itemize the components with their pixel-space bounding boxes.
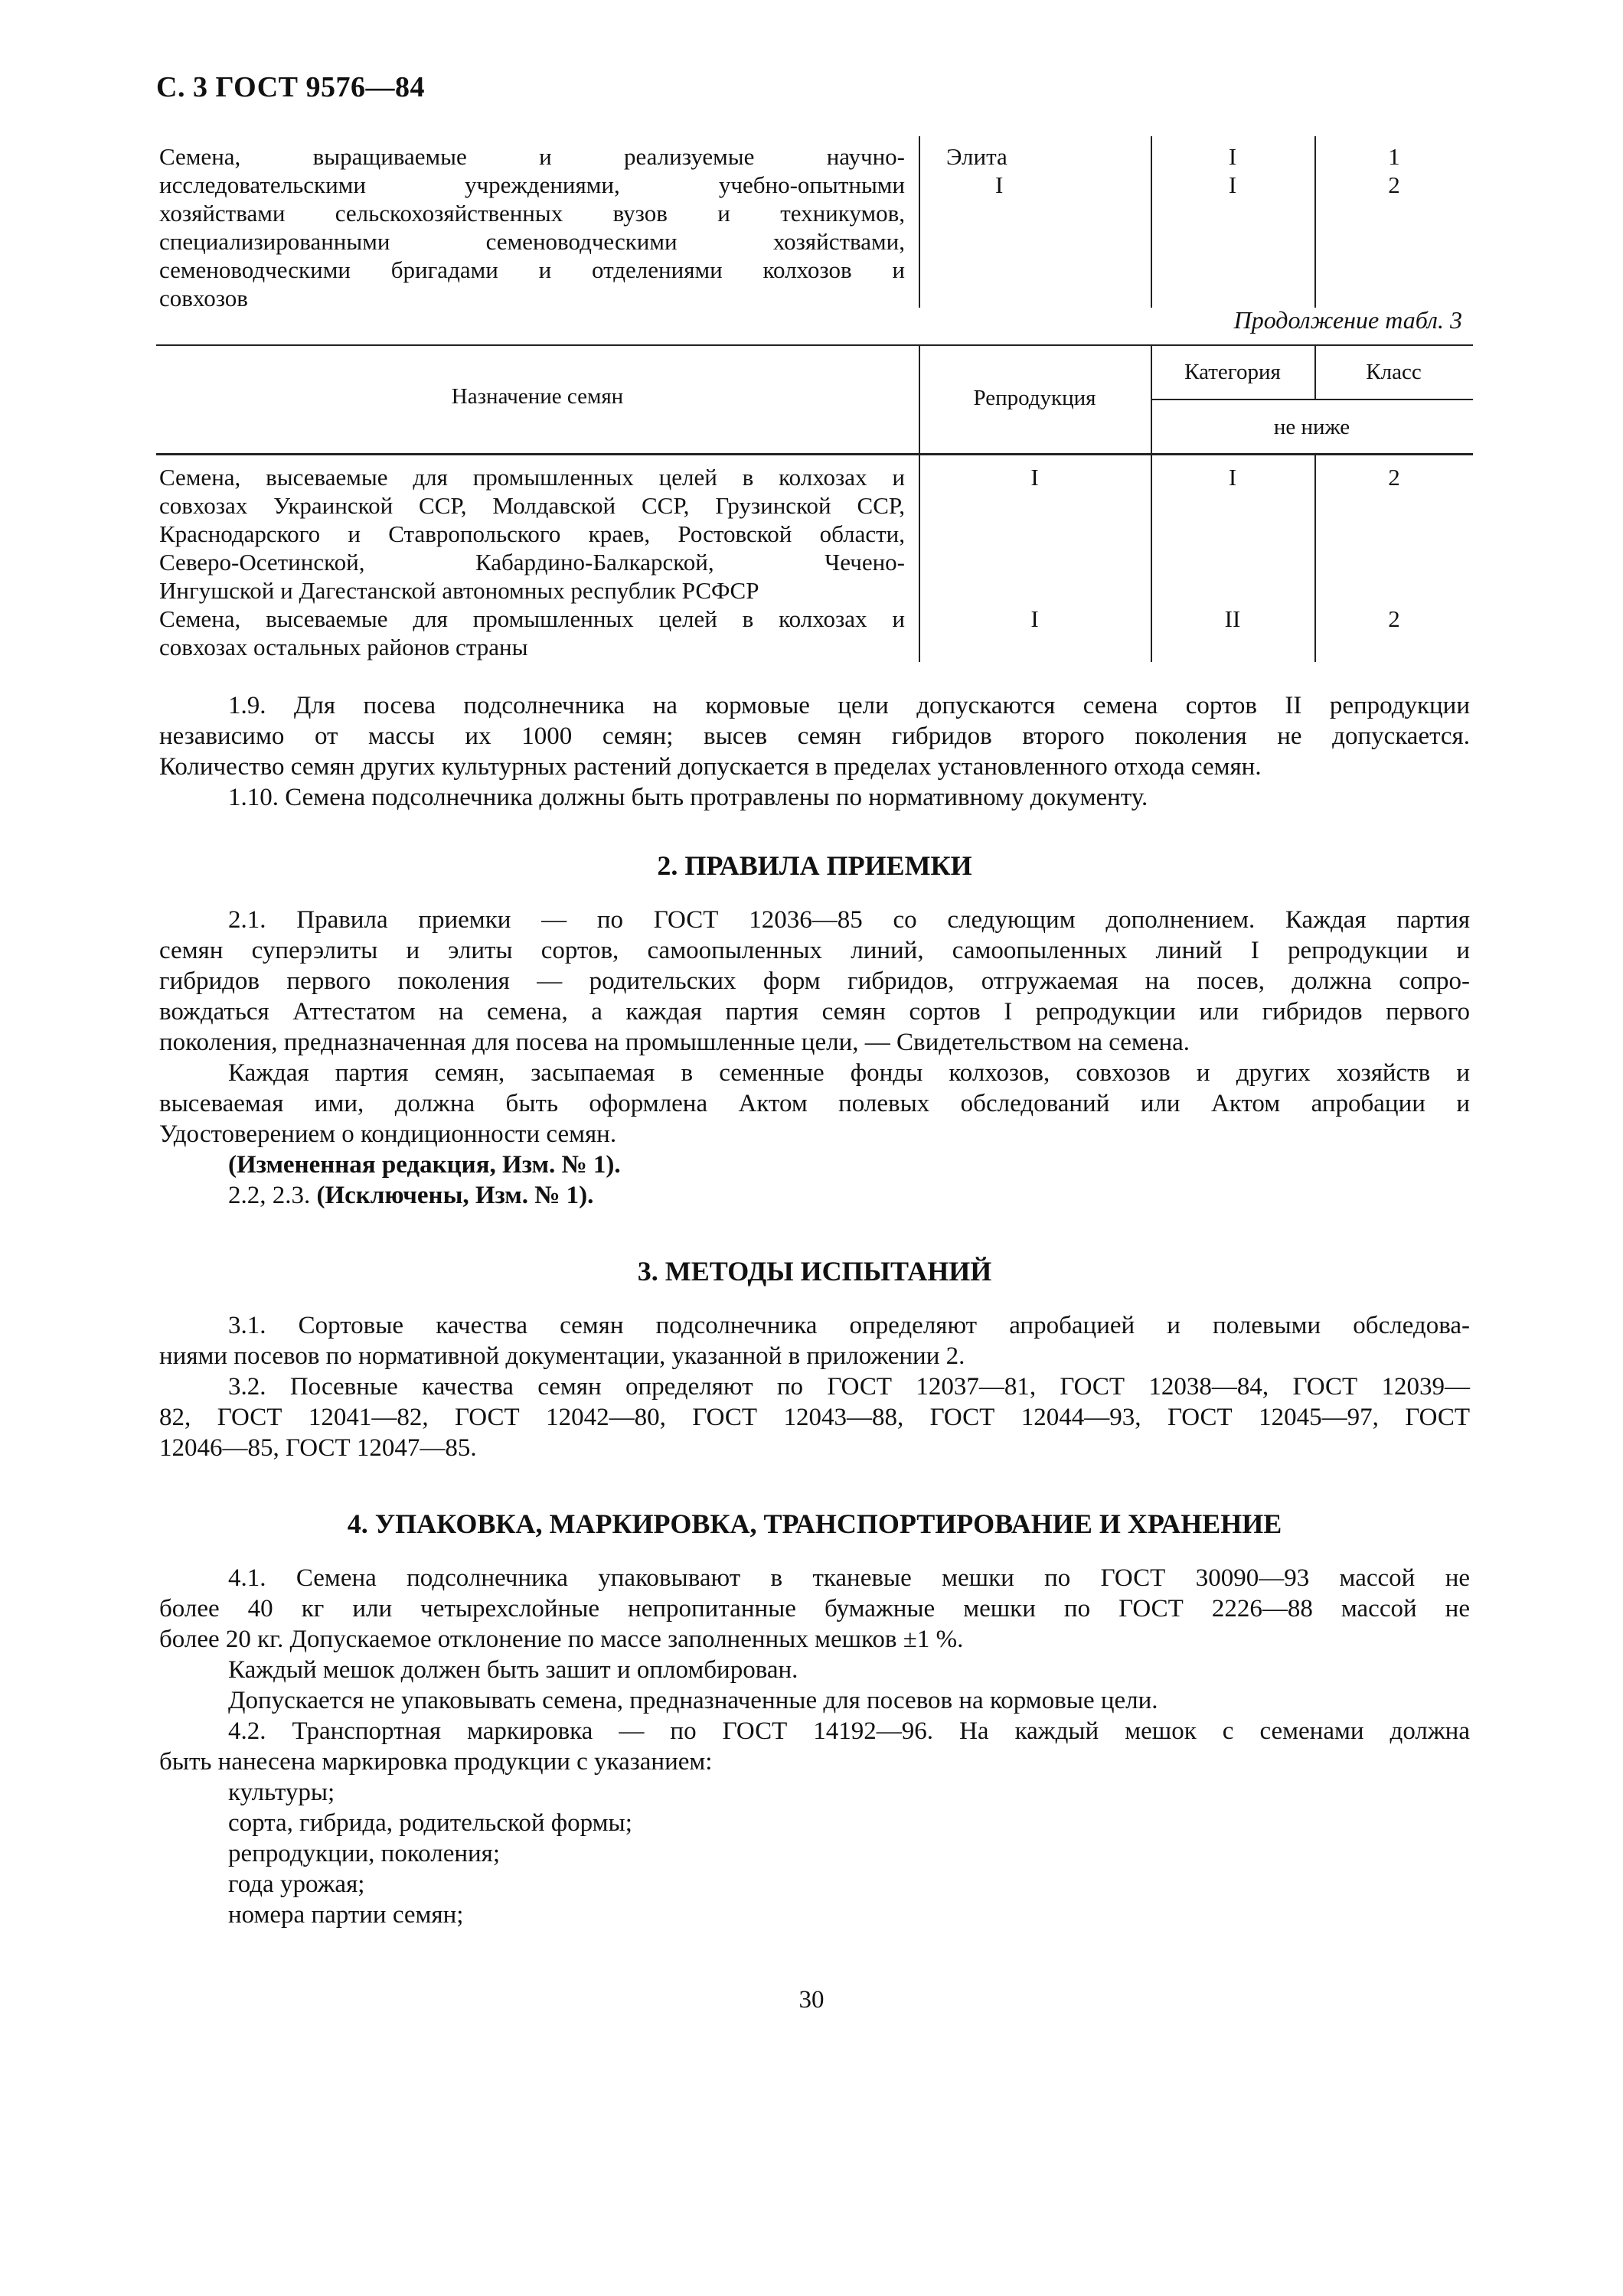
table-header-subdivider [1151,399,1473,400]
table-top-category: I [1228,171,1237,198]
header-purpose: Назначение семян [451,384,624,409]
cell-category: I [1228,464,1237,491]
table-top-category: I [1228,143,1237,170]
text-line: вождаться Аттестатом на семена, а каждая партия семян сортов I репродукции или гибридов первого [159,998,1470,1026]
text-line: 82, ГОСТ 12041—82, ГОСТ 12042—80, ГОСТ 12043—88, ГОСТ 12044—93, ГОСТ 12045—97, ГОСТ [159,1404,1470,1431]
text-line: 3.1. Сортовые качества семян подсолнечника определяют апробацией и полевыми обследова- [228,1312,1470,1339]
text-line: поколения, предназначенная для посева на промышленные цели, — Свидетельством на семена. [159,1029,1190,1056]
purpose-line: Краснодарского и Ставропольского краев, Ростовской области, [159,520,905,547]
purpose-line: Северо-Осетинской, Кабардино-Балкарской, Чечено- [159,549,905,576]
cell-class: 2 [1388,605,1400,632]
section-3-title: 3. МЕТОДЫ ИСПЫТАНИЙ [637,1256,992,1287]
cell-class: 2 [1388,464,1400,491]
table-top-divider [919,136,920,308]
text-line: 2.1. Правила приемки — по ГОСТ 12036—85 со следующим дополнением. Каждая партия [228,906,1470,934]
table-top-description [159,142,905,312]
page-number: 30 [798,1986,825,2014]
header-class: Класс [1366,360,1422,384]
paragraph-1-10: 1.10. Семена подсолнечника должны быть протравлены по нормативному документу. [228,784,1148,811]
list-item: номера партии семян; [228,1901,464,1929]
paragraph-1-9 [159,690,1470,813]
section-4-body [159,1563,1470,1930]
table-top-desc-line: совхозов [159,285,248,311]
table-continuation-caption: Продолжение табл. 3 [1233,306,1462,334]
paragraph-2-2-number: 2.2, 2.3. [228,1182,317,1209]
text-line: 12046—85, ГОСТ 12047—85. [159,1434,477,1462]
paragraph-2-2-note: (Исключены, Изм. № 1). [316,1182,594,1209]
text-line: Допускается не упаковывать семена, предназначенные для посевов на кормовые цели. [228,1687,1158,1714]
table-top-reproduction: I [995,171,1004,198]
text-line: более 40 кг или четырехслойные непропитанные бумажные мешки по ГОСТ 2226—88 массой не [159,1595,1470,1623]
amendment-note: (Измененная редакция, Изм. № 1). [228,1151,621,1179]
text-line: Каждый мешок должен быть зашит и опломбирован. [228,1656,798,1684]
text-line: 1.9. Для посева подсолнечника на кормовые цели допускаются семена сортов II репродукции [228,692,1470,719]
table-header-bottom-border [156,453,1473,455]
text-line: Количество семян других культурных растений допускается в пределах установленного отхода семян. [159,753,1262,781]
text-line: ниями посевов по нормативной документации, указанной в приложении 2. [159,1342,965,1370]
table-top-desc-line: Семена, выращиваемые и реализуемые научно- [159,143,905,170]
table-top-desc-line: семеноводческими бригадами и отделениями колхозов и [159,256,905,283]
header-reproduction: Репродукция [973,386,1096,410]
list-item: сорта, гибрида, родительской формы; [228,1809,632,1837]
text-line: 4.2. Транспортная маркировка — по ГОСТ 14192—96. На каждый мешок с семенами должна [228,1717,1470,1745]
list-item: репродукции, поколения; [228,1840,501,1867]
purpose-line: совхозах остальных районов страны [159,634,528,660]
purpose-line: Семена, высеваемые для промышленных целей в колхозах и [159,605,905,632]
table-top-class: 1 [1388,143,1400,170]
table-top-desc-line: хозяйствами сельскохозяйственных вузов и техникумов, [159,200,905,227]
text-line: гибридов первого поколения — родительских форм гибридов, отгружаемая на посев, должна сопро- [159,967,1470,995]
text-line: Удостоверением о кондиционности семян. [159,1120,617,1148]
text-line: быть нанесена маркировка продукции с указанием: [159,1748,713,1776]
purpose-line: совхозах Украинской ССР, Молдавской ССР, Грузинской ССР, [159,492,905,519]
header-category: Категория [1184,360,1281,384]
text-line: независимо от массы их 1000 семян; высев семян гибридов второго поколения не допускается. [159,722,1470,750]
list-item: культуры; [228,1779,335,1806]
text-line: семян суперэлиты и элиты сортов, самоопыленных линий, самоопыленных линий I репродукции и [159,937,1470,964]
table-row-purpose [159,463,905,605]
text-line: 3.2. Посевные качества семян определяют по ГОСТ 12037—81, ГОСТ 12038—84, ГОСТ 12039— [228,1373,1470,1401]
section-2-body [159,905,1470,1211]
section-3-body [159,1310,1470,1463]
cell-reproduction: I [1030,464,1039,491]
section-2-title: 2. ПРАВИЛА ПРИЕМКИ [657,850,972,881]
text-line: 4.1. Семена подсолнечника упаковывают в тканевые мешки по ГОСТ 30090—93 массой не [228,1564,1470,1592]
paragraph-2-2 [159,1180,1470,1211]
purpose-line: Семена, высеваемые для промышленных целей в колхозах и [159,464,905,491]
table-top-reproduction: Элита [946,143,1007,170]
purpose-line: Ингушской и Дагестанской автономных республик РСФСР [159,577,759,604]
section-4-title: 4. УПАКОВКА, МАРКИРОВКА, ТРАНСПОРТИРОВАНИЕ И ХРАНЕНИЕ [347,1508,1282,1539]
text-line: Каждая партия семян, засыпаемая в семенные фонды колхозов, совхозов и других хозяйств и [228,1059,1470,1087]
table-top-border [156,344,1473,346]
table-row-purpose [159,605,905,661]
cell-reproduction: I [1030,605,1039,632]
table-top-desc-line: исследовательскими учреждениями, учебно-опытными [159,171,905,198]
text-line: более 20 кг. Допускаемое отклонение по массе заполненных мешков ±1 %. [159,1626,964,1653]
page-header: С. 3 ГОСТ 9576—84 [156,71,425,103]
text-line: высеваемая ими, должна быть оформлена Актом полевых обследований или Актом апробации и [159,1090,1470,1117]
list-item: года урожая; [228,1870,365,1898]
cell-category: II [1224,605,1241,632]
header-not-lower: не ниже [1273,415,1350,439]
table-top-desc-line: специализированными семеноводческими хозяйствами, [159,228,905,255]
table-top-class: 2 [1388,171,1400,198]
